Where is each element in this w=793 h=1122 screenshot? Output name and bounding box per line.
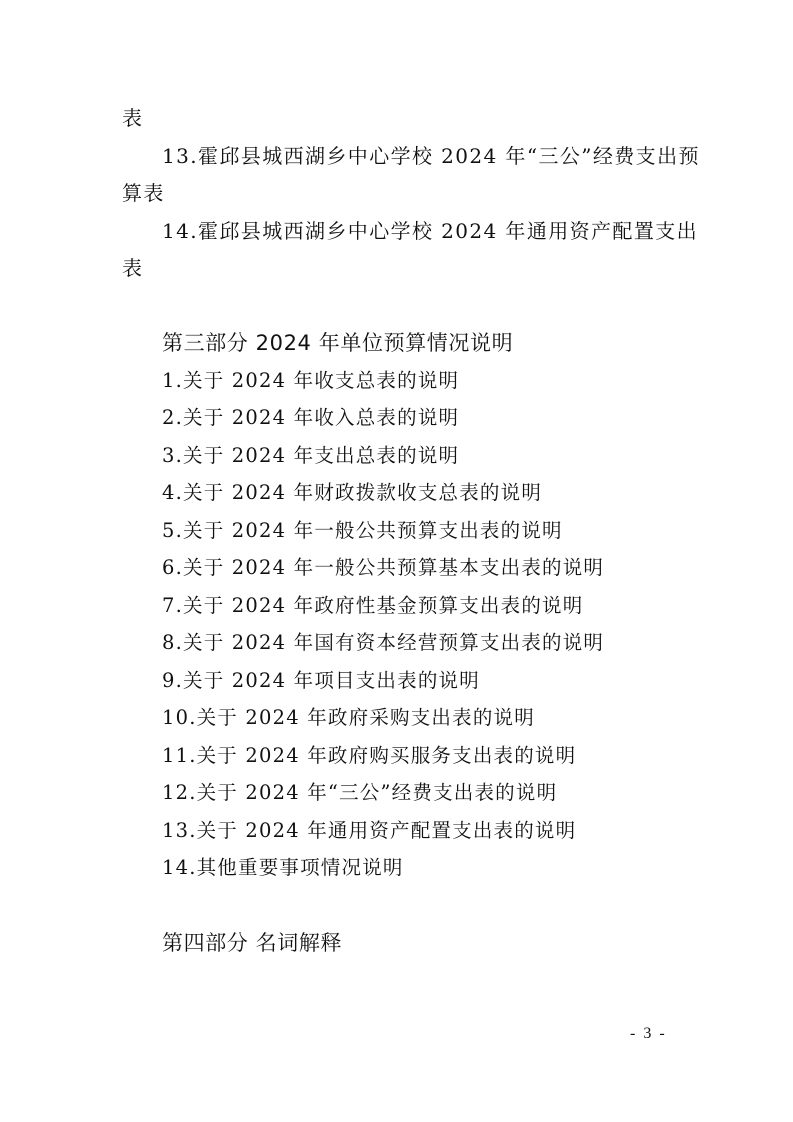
list-item: 7.关于 2024 年政府性基金预算支出表的说明 — [162, 594, 584, 617]
list-item: 4.关于 2024 年财政拨款收支总表的说明 — [162, 481, 543, 504]
list-item: 1.关于 2024 年收支总表的说明 — [162, 369, 460, 392]
list-item: 14.霍邱县城西湖乡中心学校 2024 年通用资产配置支出 — [162, 219, 699, 243]
list-item: 3.关于 2024 年支出总表的说明 — [162, 444, 460, 467]
list-item: 13.霍邱县城西湖乡中心学校 2024 年“三公”经费支出预 — [162, 144, 700, 168]
section-heading-part4: 第四部分 名词解释 — [162, 931, 343, 955]
list-item: 10.关于 2024 年政府采购支出表的说明 — [162, 706, 535, 729]
list-item: 2.关于 2024 年收入总表的说明 — [162, 406, 460, 429]
continuation-line: 表 — [122, 106, 144, 130]
section-heading-part3: 第三部分 2024 年单位预算情况说明 — [162, 331, 514, 355]
list-item: 6.关于 2024 年一般公共预算基本支出表的说明 — [162, 556, 605, 579]
list-item: 9.关于 2024 年项目支出表的说明 — [162, 669, 480, 692]
list-item: 11.关于 2024 年政府购买服务支出表的说明 — [162, 744, 577, 767]
page-number: - 3 - — [630, 1025, 667, 1042]
list-item: 14.其他重要事项情况说明 — [162, 856, 404, 879]
list-item: 8.关于 2024 年国有资本经营预算支出表的说明 — [162, 631, 605, 654]
list-item-wrap: 算表 — [122, 181, 165, 205]
list-item: 5.关于 2024 年一般公共预算支出表的说明 — [162, 519, 563, 542]
list-item: 13.关于 2024 年通用资产配置支出表的说明 — [162, 819, 577, 842]
list-item: 12.关于 2024 年“三公”经费支出表的说明 — [162, 781, 558, 804]
list-item-wrap: 表 — [122, 256, 144, 280]
